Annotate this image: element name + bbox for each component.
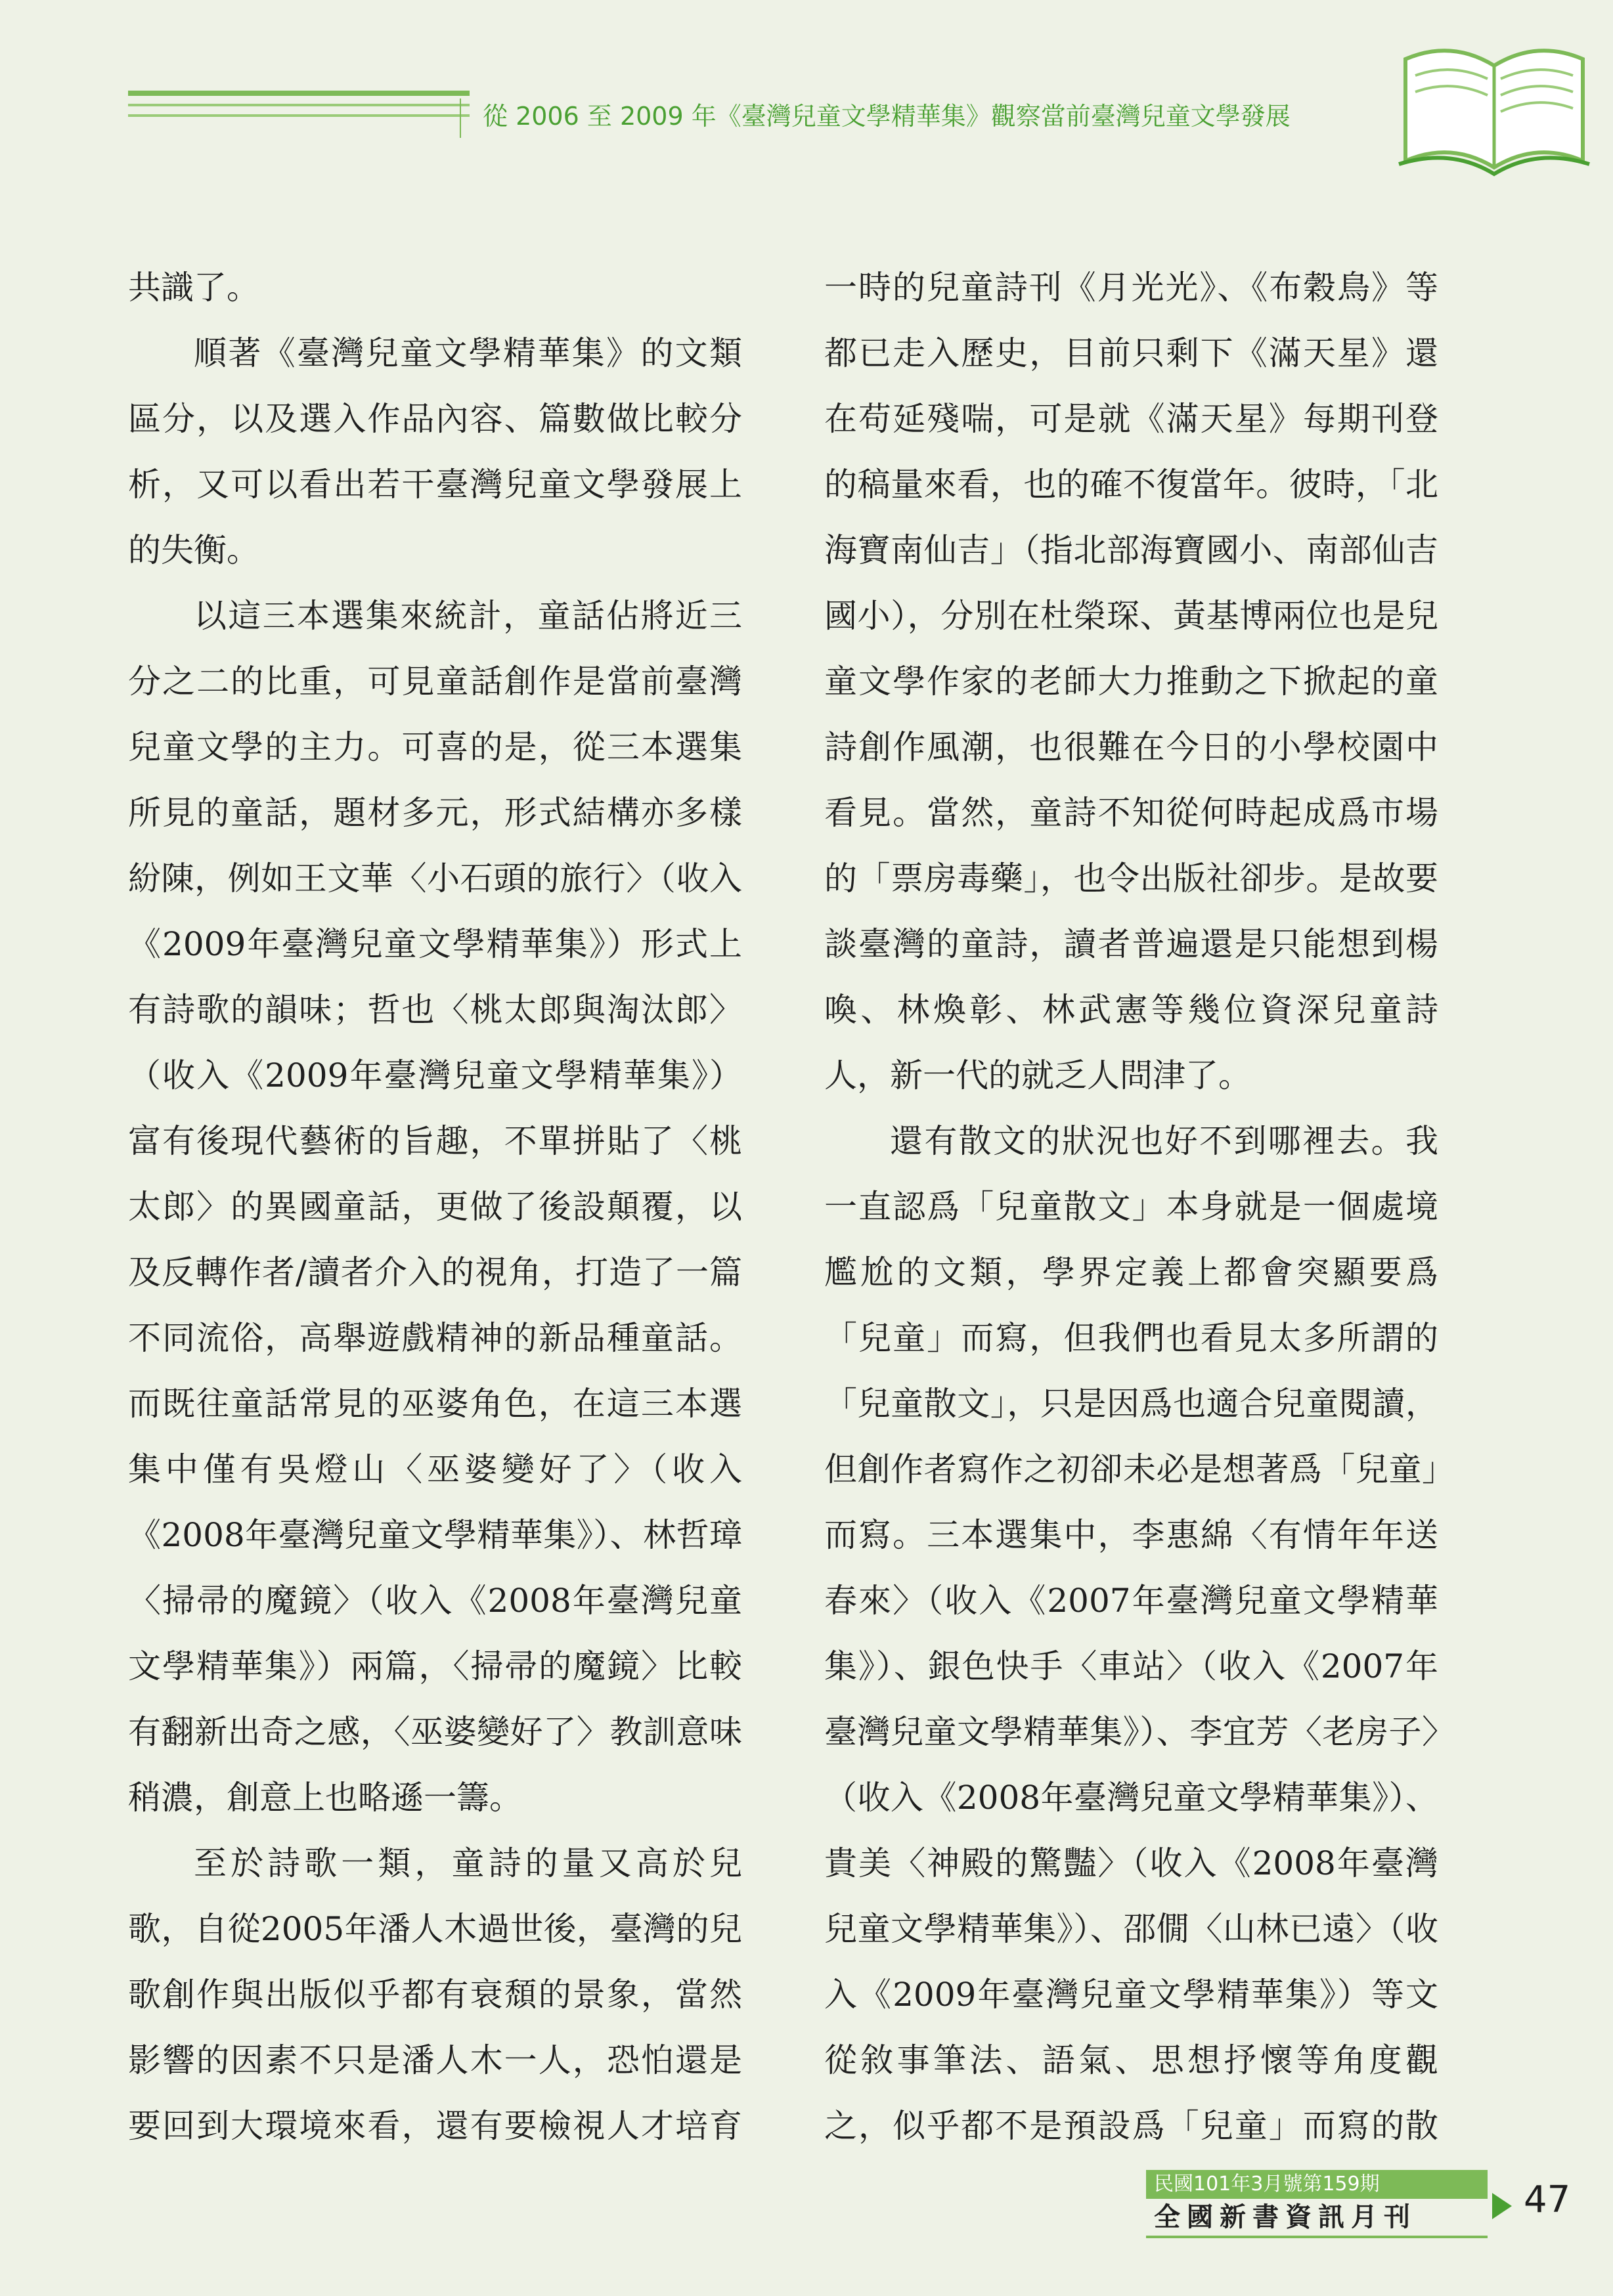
page-number: 47 [1524, 2178, 1571, 2221]
paragraph: 以這三本選集來統計，童話佔將近三分之二的比重，可見童話創作是當前臺灣兒童文學的主力。可喜的是，從三本選集所見的童話，題材多元，形式結構亦多樣紛陳，例如王文華〈小石頭的旅行〉（收入《2009年臺灣兒童文學精華集》）形式上有詩歌的韻味；哲也〈桃太郎與淘汰郎〉（收入《2009年臺灣兒童文學精華集》）富有後現代藝術的旨趣，不單拼貼了〈桃太郎〉的異國童話，更做了後設顛覆，以及反轉作者/讀者介入的視角，打造了一篇不同流俗，高舉遊戲精神的新品種童話。而既往童話常見的巫婆角色，在這三本選集中僅有吳燈山〈巫婆變好了〉（收入《2008年臺灣兒童文學精華集》）、林哲璋〈掃帚的魔鏡〉（收入《2008年臺灣兒童文學精華集》）兩篇，〈掃帚的魔鏡〉比較有翻新出奇之感，〈巫婆變好了〉教訓意味稍濃，創意上也略遜一籌。 [128, 597, 742, 1817]
open-book-icon [1386, 20, 1602, 184]
publication-name: 全國新書資訊月刊 [1146, 2199, 1488, 2238]
footer-masthead [1146, 2170, 1488, 2238]
issue-label: 民國101年3月號第159期 [1146, 2170, 1488, 2199]
triangle-arrow-icon [1492, 2193, 1512, 2219]
body-column-left [128, 255, 742, 2146]
body-column-right [824, 255, 1438, 2146]
header-decoration [128, 91, 470, 125]
header-rule [128, 114, 470, 117]
header-separator [460, 98, 461, 138]
header-rule [128, 91, 470, 96]
paragraph: 共識了。 [128, 269, 259, 307]
running-header-title: 從 2006 至 2009 年《臺灣兒童文學精華集》觀察當前臺灣兒童文學發展 [483, 102, 1291, 131]
header-rule [128, 104, 470, 106]
paragraph: 一時的兒童詩刊《月光光》、《布穀鳥》等都已走入歷史，目前只剩下《滿天星》還在苟延殘喘，可是就《滿天星》每期刊登的稿量來看，也的確不復當年。彼時，「北海寶南仙吉」（指北部海寶國小、南部仙吉國小），分別在杜榮琛、黃基博兩位也是兒童文學作家的老師大力推動之下掀起的童詩創作風潮，也很難在今日的小學校園中看見。當然，童詩不知從何時起成爲市場的「票房毒藥」，也令出版社卻步。是故要談臺灣的童詩，讀者普遍還是只能想到楊喚、林煥彰、林武憲等幾位資深兒童詩人，新一代的就乏人問津了。 [824, 269, 1438, 1094]
paragraph: 還有散文的狀況也好不到哪裡去。我一直認爲「兒童散文」本身就是一個處境尷尬的文類，學界定義上都會突顯要爲「兒童」而寫，但我們也看見太多所謂的「兒童散文」，只是因爲也適合兒童閱讀，但創作者寫作之初卻未必是想著爲「兒童」而寫。三本選集中，李惠綿〈有情年年送春來〉（收入《2007年臺灣兒童文學精華集》）、銀色快手〈車站〉（收入《2007年臺灣兒童文學精華集》）、李宜芳〈老房子〉（收入《2008年臺灣兒童文學精華集》）、貴美〈神殿的驚豔〉（收入《2008年臺灣兒童文學精華集》）、邵僩〈山林已遠〉（收入《2009年臺灣兒童文學精華集》）等文從敘事筆法、語氣、思想抒懷等角度觀之，似乎都不是預設爲「兒童」而寫的散 [824, 1122, 1438, 2145]
paragraph: 至於詩歌一類，童詩的量又高於兒歌，自從2005年潘人木過世後，臺灣的兒歌創作與出版似乎都有衰頹的景象，當然影響的因素不只是潘人木一人，恐怕還是要回到大環境來看，還有要檢視人才培育 [128, 1844, 742, 2145]
paragraph: 順著《臺灣兒童文學精華集》的文類區分，以及選入作品內容、篇數做比較分析，又可以看出若干臺灣兒童文學發展上的失衡。 [128, 334, 742, 569]
